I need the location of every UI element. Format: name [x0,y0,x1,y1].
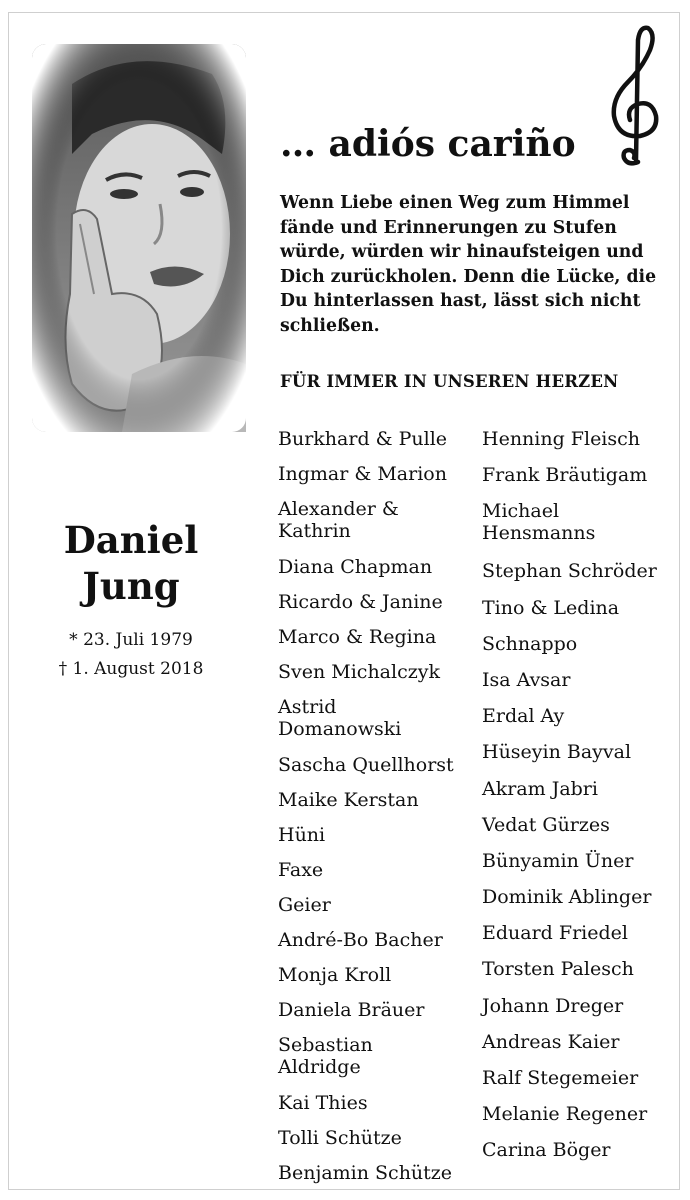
mourner-name [278,428,468,463]
mourner-name [482,814,682,850]
mourner-name-line: Burkhard & Pulle [278,428,448,450]
mourner-name [482,428,682,464]
mourner-name [482,705,682,741]
mourner-name [482,995,682,1031]
mourner-name-line: Stephan Schröder [482,560,657,583]
mourner-name [278,929,468,964]
mourner-name [482,778,682,814]
mourner-name-line: Hüni [278,824,326,846]
mourner-name-line: Schnappo [482,632,578,655]
mourner-name [278,894,468,929]
poem-line: Du hinterlassen hast, lässt sich nicht [280,291,641,311]
mourner-name-line: Faxe [278,859,324,881]
mourner-name-line: Marco & Regina [278,626,437,648]
mourner-name-line: Akram Jabri [482,777,598,800]
mourner-name-line: André-Bo Bacher [278,929,443,951]
mourners-column-left [278,428,468,1197]
mourner-name [278,859,468,894]
motto: FÜR IMMER IN UNSEREN HERZEN [280,372,619,391]
mourner-name-line: Dominik Ablinger [482,886,652,909]
mourner-name [482,958,682,994]
mourner-name [278,1034,468,1092]
mourner-name-line: Tolli Schütze [278,1127,402,1149]
mourner-name-line: Ralf Stegemeier [482,1067,639,1089]
mourner-name [278,556,468,591]
mourner-name [482,500,682,560]
mourner-name-line: Aldridge [278,1056,361,1078]
mourner-name [482,741,682,777]
mourner-name-line: Daniela Bräuer [278,999,425,1021]
mourner-name-line: Hensmanns [482,522,596,545]
poem [280,191,675,338]
mourner-name-line: Alexander & [278,498,399,520]
mourner-name-line: Geier [278,894,331,916]
mourner-name-line: Benjamin Schütze [278,1162,453,1184]
mourner-name-line: Monja Kroll [278,964,392,986]
mourner-name-line: Michael [482,500,560,523]
mourner-name [278,964,468,999]
mourner-name [482,464,682,500]
treble-clef-icon [600,20,670,170]
mourner-name-line: Frank Bräutigam [482,464,648,487]
mourner-name [482,633,682,669]
mourner-name-line: Torsten Palesch [482,958,634,981]
mourners-column-right [482,428,682,1176]
mourner-name [482,1103,682,1139]
deceased-first-name: Daniel [63,518,199,562]
mourner-name-line: Johann Dreger [482,994,624,1017]
mourner-name-line: Tino & Ledina [482,596,620,619]
mourner-name [482,669,682,705]
mourner-name-line: Andreas Kaier [482,1030,620,1053]
mourner-name-line: Kathrin [278,520,351,542]
mourner-name-line: Hüseyin Bayval [482,741,632,764]
mourner-name-line: Carina Böger [482,1139,611,1162]
mourner-name-line: Henning Fleisch [482,428,641,450]
mourner-name-line: Melanie Regener [482,1103,648,1126]
mourner-name [278,754,468,789]
mourner-name [482,1139,682,1175]
mourner-name-line: Isa Avsar [482,668,571,691]
mourner-name [482,1067,682,1103]
poem-line: schließen. [280,315,380,336]
mourner-name-line: Vedat Gürzes [482,813,610,836]
poem-line: Wenn Liebe einen Weg zum Himmel [280,193,630,213]
poem-line: fände und Erinnerungen zu Stufen [280,217,617,238]
birth-date: * 23. Juli 1979 [69,630,193,650]
mourner-name-line: Domanowski [278,718,402,740]
mourner-name [278,824,468,859]
mourner-name [278,591,468,626]
mourner-name [278,498,468,556]
poem-line: Dich zurückholen. Denn die Lücke, die [280,266,657,287]
mourner-name [482,560,682,596]
mourner-name-line: Sebastian [278,1034,373,1056]
mourner-name [278,789,468,824]
mourner-name [278,1162,468,1197]
poem-line: würde, würden wir hinaufsteigen und [280,242,644,262]
mourner-name-line: Kai Thies [278,1092,368,1114]
portrait-photo [32,44,246,432]
mourner-name [278,626,468,661]
mourner-name-line: Erdal Ay [482,705,565,728]
mourner-name-line: Astrid [278,696,337,718]
deceased-last-name: Jung [82,564,180,608]
mourner-name-line: Ingmar & Marion [278,463,447,485]
mourner-name [482,1031,682,1067]
mourner-name-line: Eduard Friedel [482,922,628,945]
mourner-name [482,922,682,958]
mourner-name [278,661,468,696]
death-date: † 1. August 2018 [58,659,204,679]
mourner-name [278,696,468,754]
mourner-name [482,597,682,633]
mourner-name [278,999,468,1034]
mourner-name [278,1092,468,1127]
mourner-name-line: Bünyamin Üner [482,849,634,872]
mourner-name [278,1127,468,1162]
mourner-name-line: Ricardo & Janine [278,591,443,613]
mourner-name [482,886,682,922]
mourner-name [482,850,682,886]
mourner-name-line: Sascha Quellhorst [278,754,454,776]
mourner-name-line: Maike Kerstan [278,789,419,811]
heading: … adiós cariño [280,123,576,165]
mourner-name-line: Sven Michalczyk [278,661,440,683]
mourner-name [278,463,468,498]
mourner-name-line: Diana Chapman [278,556,433,578]
